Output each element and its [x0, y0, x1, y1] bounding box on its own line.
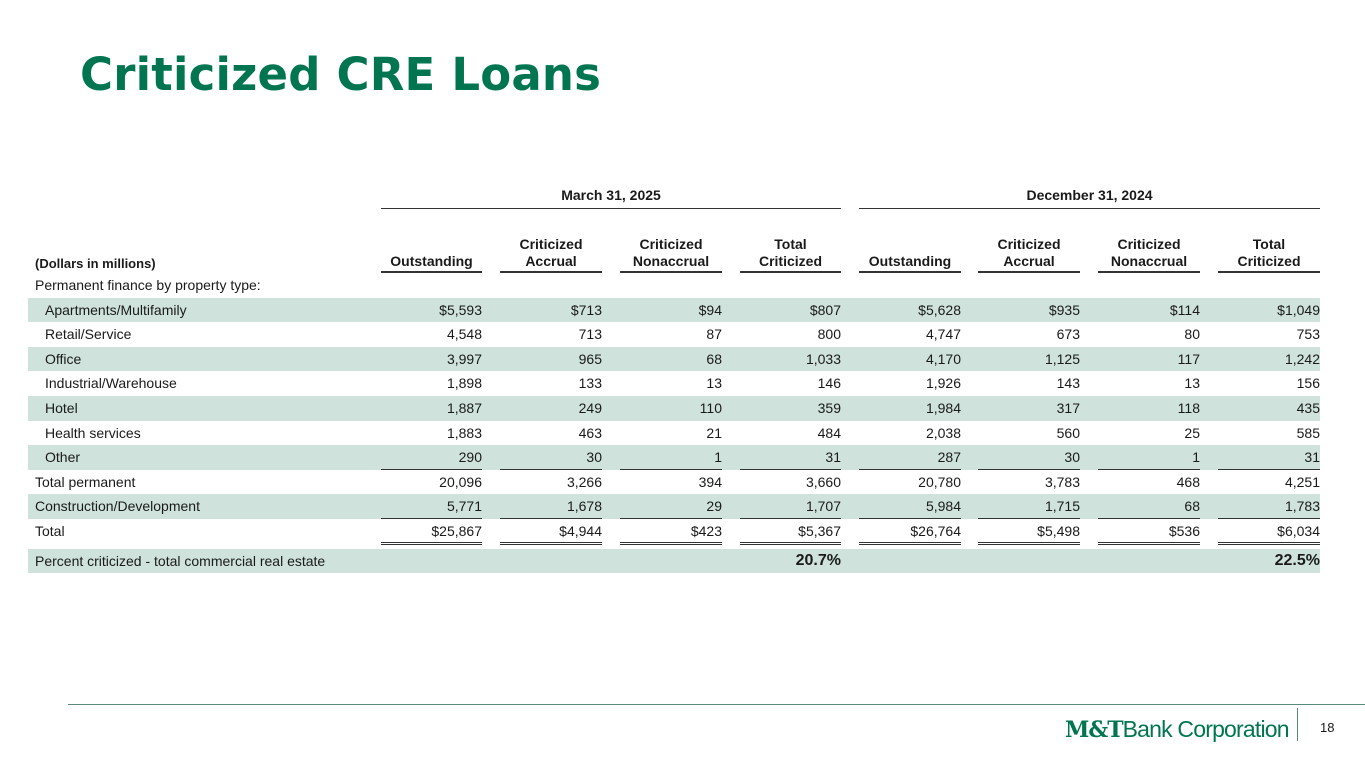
table-cell: 3,783	[1044, 473, 1080, 490]
table-cell: 117	[1177, 350, 1200, 367]
row-label: Construction/Development	[35, 498, 200, 515]
table-cell: $536	[1098, 519, 1200, 544]
column-header-line1: Criticized	[997, 236, 1061, 252]
period-header-row	[28, 185, 1320, 209]
table-cell: 290	[381, 445, 482, 470]
column-header	[620, 236, 722, 273]
table-cell: 1	[620, 445, 722, 470]
column-header-line2: Criticized	[1237, 253, 1301, 269]
page-number: 18	[1320, 720, 1335, 735]
column-header-row	[28, 209, 1320, 273]
table-cell: 2,038	[925, 424, 961, 441]
table-cell: 68	[706, 350, 722, 367]
table-cell: 5,771	[381, 494, 482, 519]
section-label: Permanent finance by property type:	[35, 277, 261, 293]
table-cell: 965	[578, 350, 602, 367]
table-cell: 585	[1296, 424, 1320, 441]
percent-value: 20.7%	[795, 551, 841, 569]
table-cell: 30	[500, 445, 602, 470]
table-cell: 31	[1218, 445, 1320, 470]
row-label: Total	[35, 522, 65, 539]
row-label: Other	[45, 449, 81, 466]
table-cell: 287	[859, 445, 961, 470]
table-cell: 110	[699, 399, 722, 416]
table-cell: 29	[620, 494, 722, 519]
table-cell: $807	[809, 301, 841, 318]
table-cell: 1,898	[446, 375, 482, 392]
row-label: Total permanent	[35, 473, 136, 490]
table-cell: 20,096	[439, 473, 482, 490]
table-cell: $4,944	[500, 519, 602, 544]
table-cell: 394	[698, 473, 722, 490]
table-row	[28, 322, 1320, 347]
table-cell: 1,125	[1044, 350, 1080, 367]
table-cell: $25,867	[381, 519, 482, 544]
table-cell: 1,715	[978, 494, 1080, 519]
table-cell: 1,678	[500, 494, 602, 519]
section-label-row	[28, 273, 1320, 298]
column-header-line2: Outstanding	[390, 253, 473, 269]
table-cell: 753	[1296, 326, 1320, 343]
table-cell: 249	[578, 399, 602, 416]
table-cell: 4,548	[446, 326, 482, 343]
table-cell: $713	[570, 301, 602, 318]
table-cell: 143	[1056, 375, 1080, 392]
table-cell: 3,660	[805, 473, 841, 490]
column-header	[978, 236, 1080, 273]
table-cell: 146	[817, 375, 841, 392]
table-cell: 484	[817, 424, 841, 441]
table-cell: $935	[1048, 301, 1080, 318]
logo-separator	[1297, 708, 1298, 741]
table-cell: 87	[706, 326, 722, 343]
table-cell: $114	[1169, 301, 1200, 318]
row-label: Percent criticized - total commercial real estate	[35, 552, 326, 569]
column-header-line1: Criticized	[1117, 236, 1181, 252]
table-cell: 30	[978, 445, 1080, 470]
column-header-line2: Accrual	[525, 253, 577, 269]
row-label: Office	[45, 350, 82, 367]
table-cell: $5,593	[439, 301, 482, 318]
table-cell: 1,033	[805, 350, 841, 367]
percent-value: 22.5%	[1274, 551, 1320, 569]
column-header-line2: Nonaccrual	[632, 253, 710, 269]
table-cell: 5,984	[859, 494, 961, 519]
column-header-line1: Criticized	[519, 236, 583, 252]
table-cell: 1,242	[1284, 350, 1320, 367]
column-header	[740, 236, 841, 273]
table-cell: $1,049	[1277, 301, 1320, 318]
table-cell: 4,251	[1284, 473, 1320, 490]
column-header	[1098, 236, 1200, 273]
table-cell: 118	[1177, 399, 1200, 416]
table-cell: 4,747	[925, 326, 961, 343]
table-cell: 673	[1056, 326, 1080, 343]
table-row	[28, 298, 1320, 323]
table-row	[28, 371, 1320, 396]
table-row	[28, 421, 1320, 446]
logo-text: Bank Corporation	[1122, 716, 1289, 742]
row-label: Hotel	[45, 399, 78, 416]
company-logo	[1065, 716, 1289, 746]
row-label: Retail/Service	[45, 326, 132, 343]
column-header	[500, 236, 602, 273]
table-cell: 68	[1098, 494, 1200, 519]
column-header-line1: Total	[1252, 236, 1286, 252]
period-december-2024: December 31, 2024	[859, 185, 1320, 209]
table-row	[28, 347, 1320, 372]
table-cell: 468	[1176, 473, 1200, 490]
table-row	[28, 396, 1320, 421]
column-header	[859, 253, 961, 273]
footer-divider	[68, 704, 1365, 705]
table-cell: 31	[740, 445, 841, 470]
column-header	[381, 253, 482, 273]
table-cell: 800	[817, 326, 841, 343]
table-cell: 13	[706, 375, 722, 392]
table-cell: 713	[578, 326, 602, 343]
row-label: Apartments/Multifamily	[45, 301, 187, 318]
logo-mt: M&T	[1065, 717, 1123, 743]
table-cell: $423	[620, 519, 722, 544]
table-cell: 1	[1098, 445, 1200, 470]
table-cell: 4,170	[925, 350, 961, 367]
table-cell: $94	[698, 301, 722, 318]
criticized-cre-table	[28, 185, 1320, 573]
page-title: Criticized CRE Loans	[80, 48, 602, 101]
table-cell: 1,926	[925, 375, 961, 392]
table-cell: 435	[1296, 399, 1320, 416]
table-cell: $5,367	[740, 519, 841, 544]
column-header-line1: Criticized	[639, 236, 703, 252]
table-cell: 463	[578, 424, 602, 441]
column-header-line2: Criticized	[758, 253, 822, 269]
table-row	[28, 445, 1320, 470]
table-cell: 156	[1296, 375, 1320, 392]
column-header-line2: Nonaccrual	[1110, 253, 1188, 269]
table-cell: 1,707	[740, 494, 841, 519]
table-cell: 1,883	[446, 424, 482, 441]
column-header	[1218, 236, 1320, 273]
table-cell: 3,266	[566, 473, 602, 490]
table-cell: $5,498	[978, 519, 1080, 544]
period-march-2025: March 31, 2025	[381, 185, 841, 209]
units-label: (Dollars in millions)	[35, 256, 156, 271]
table-cell: 20,780	[918, 473, 961, 490]
table-cell: 560	[1056, 424, 1080, 441]
table-cell: 13	[1184, 375, 1200, 392]
table-cell: 80	[1184, 326, 1200, 343]
table-cell: $26,764	[859, 519, 961, 544]
total-row	[28, 519, 1320, 544]
table-cell: 317	[1056, 399, 1080, 416]
percent-criticized-row	[28, 549, 1320, 574]
row-label: Industrial/Warehouse	[45, 375, 177, 392]
table-cell: 359	[817, 399, 841, 416]
table-cell: 1,783	[1218, 494, 1320, 519]
table-cell: 1,984	[925, 399, 961, 416]
column-header-line1: Total	[774, 236, 807, 252]
table-cell: 1,887	[446, 399, 482, 416]
table-cell: 25	[1184, 424, 1200, 441]
table-cell: 3,997	[446, 350, 482, 367]
table-cell: 133	[578, 375, 602, 392]
table-cell: $5,628	[918, 301, 961, 318]
total-permanent-row	[28, 470, 1320, 495]
construction-row	[28, 494, 1320, 519]
row-label: Health services	[45, 424, 141, 441]
table-cell: $6,034	[1218, 519, 1320, 544]
table-cell: 21	[706, 424, 722, 441]
column-header-line2: Accrual	[1003, 253, 1055, 269]
column-header-line2: Outstanding	[868, 253, 952, 269]
